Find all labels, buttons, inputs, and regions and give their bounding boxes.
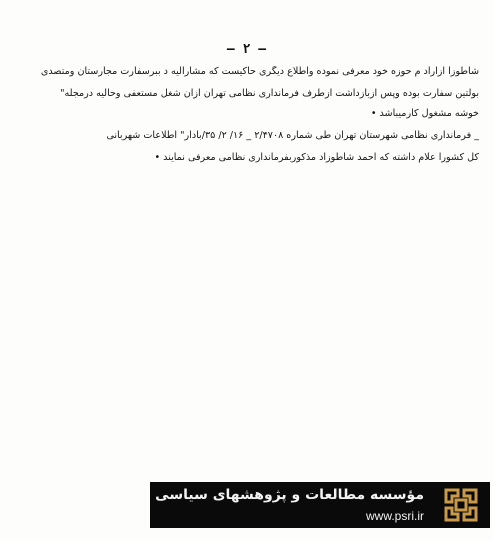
- text-line-4: _ فرمانداری نظامی شهرستان تهران طی شماره ۲/۴۷۰۸ _ ۱۶/ ۲/ ۳۵/بادار" اطلاعات شهربانی: [106, 130, 479, 141]
- text-line-3: خوشه مشغول کارمیباشد •: [370, 108, 479, 119]
- website-url: www.psri.ir: [365, 509, 424, 523]
- organization-name: مؤسسه مطالعات و پژوهشهای سیاسی: [155, 487, 424, 503]
- text-line-5: کل کشورا علام داشته که احمد شاطوزاد مذکوربفرمانداری نظامی معرفی نمایند •: [154, 152, 479, 163]
- text-line-2: بولتین سفارت بوده وپس ازبازداشت ازطرف فرمانداری نظامی تهران ازآن شغل مستعفی وحالیه درمجله": [60, 88, 479, 99]
- psri-logo-icon: [442, 486, 480, 524]
- page-number: – ۲ –: [226, 42, 267, 57]
- watermark-banner: [150, 482, 490, 528]
- text-line-1: شاطوزا ازاراد م حوزه خود معرفی نموده واطلاع دیگری حاکیست که مشارالیه د ببرسفارت مجارستان ومتصدی: [40, 66, 479, 77]
